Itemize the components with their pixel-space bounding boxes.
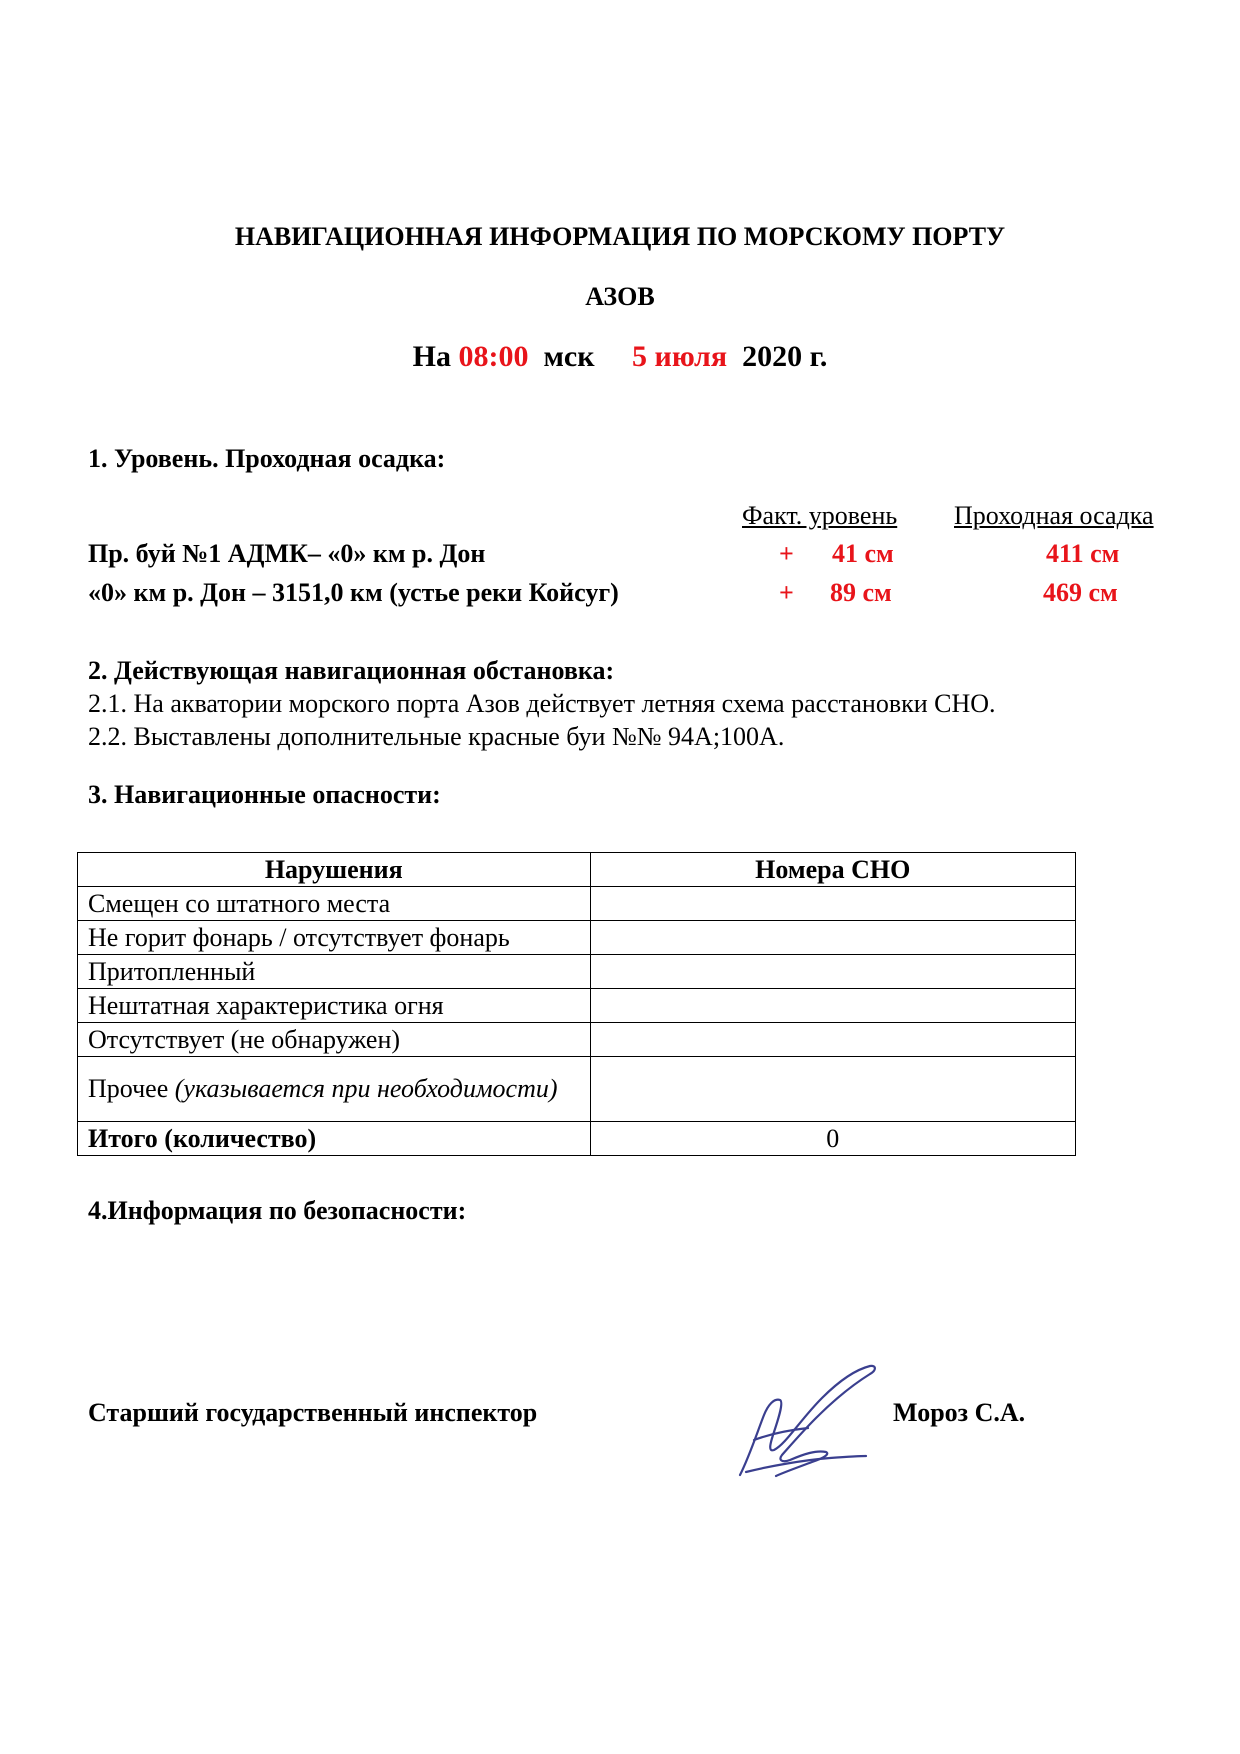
other-label-cell — [78, 1057, 591, 1122]
total-value: 0 — [590, 1122, 1075, 1156]
section-1-heading: 1. Уровень. Проходная осадка: — [88, 444, 446, 473]
violation-value — [590, 955, 1075, 989]
row-2-sign: + — [779, 578, 794, 607]
header-aid-numbers: Номера СНО — [590, 853, 1075, 887]
time-zone: мск — [543, 340, 595, 373]
row-2-location: «0» км р. Дон – 3151,0 км (устье реки Койсуг) — [88, 578, 619, 607]
table-row — [78, 887, 1076, 921]
report-date: 5 июля — [632, 340, 728, 373]
other-note: (указывается при необходимости) — [174, 1074, 558, 1103]
table-header-row — [78, 853, 1076, 887]
row-1-location: Пр. буй №1 АДМК– «0» км р. Дон — [88, 539, 486, 568]
signer-position: Старший государственный инспектор — [88, 1398, 538, 1427]
violation-value — [590, 1023, 1075, 1057]
other-label: Прочее — [88, 1074, 169, 1103]
violation-value — [590, 921, 1075, 955]
report-year: 2020 г. — [742, 340, 828, 373]
violation-label: Не горит фонарь / отсутствует фонарь — [78, 921, 591, 955]
row-1-draft: 411 см — [1046, 539, 1120, 568]
header-violations: Нарушения — [78, 853, 591, 887]
table-row — [78, 1023, 1076, 1057]
hazards-table — [77, 852, 1076, 1156]
report-datetime — [0, 340, 1240, 374]
table-row — [78, 989, 1076, 1023]
total-label: Итого (количество) — [78, 1122, 591, 1156]
table-row — [78, 955, 1076, 989]
section-2-item-1: 2.1. На акватории морского порта Азов действует летняя схема расстановки СНО. — [88, 689, 996, 718]
column-header-draft: Проходная осадка — [954, 501, 1154, 530]
section-2-item-2: 2.2. Выставлены дополнительные красные буи №№ 94А;100А. — [88, 722, 785, 751]
row-1-level: 41 см — [832, 539, 894, 568]
row-2-level: 89 см — [830, 578, 892, 607]
section-2-heading: 2. Действующая навигационная обстановка: — [88, 656, 615, 685]
other-value — [590, 1057, 1075, 1122]
violation-value — [590, 989, 1075, 1023]
row-1-sign: + — [779, 539, 794, 568]
violation-label: Притопленный — [78, 955, 591, 989]
table-row-total — [78, 1122, 1076, 1156]
port-name: АЗОВ — [585, 282, 655, 311]
report-time: 08:00 — [458, 340, 529, 373]
table-row — [78, 921, 1076, 955]
date-prefix: На — [412, 340, 451, 373]
signer-name: Мороз С.А. — [893, 1398, 1026, 1427]
section-3-heading: 3. Навигационные опасности: — [88, 780, 441, 809]
document-title: НАВИГАЦИОННАЯ ИНФОРМАЦИЯ ПО МОРСКОМУ ПОРТУ — [234, 222, 1006, 251]
column-header-level: Факт. уровень — [742, 501, 898, 530]
row-2-draft: 469 см — [1043, 578, 1118, 607]
section-4-heading: 4.Информация по безопасности: — [88, 1196, 467, 1225]
violation-label: Смещен со штатного места — [78, 887, 591, 921]
violation-label: Отсутствует (не обнаружен) — [78, 1023, 591, 1057]
table-row-other — [78, 1057, 1076, 1122]
violation-label: Нештатная характеристика огня — [78, 989, 591, 1023]
violation-value — [590, 887, 1075, 921]
handwritten-signature — [730, 1360, 880, 1485]
